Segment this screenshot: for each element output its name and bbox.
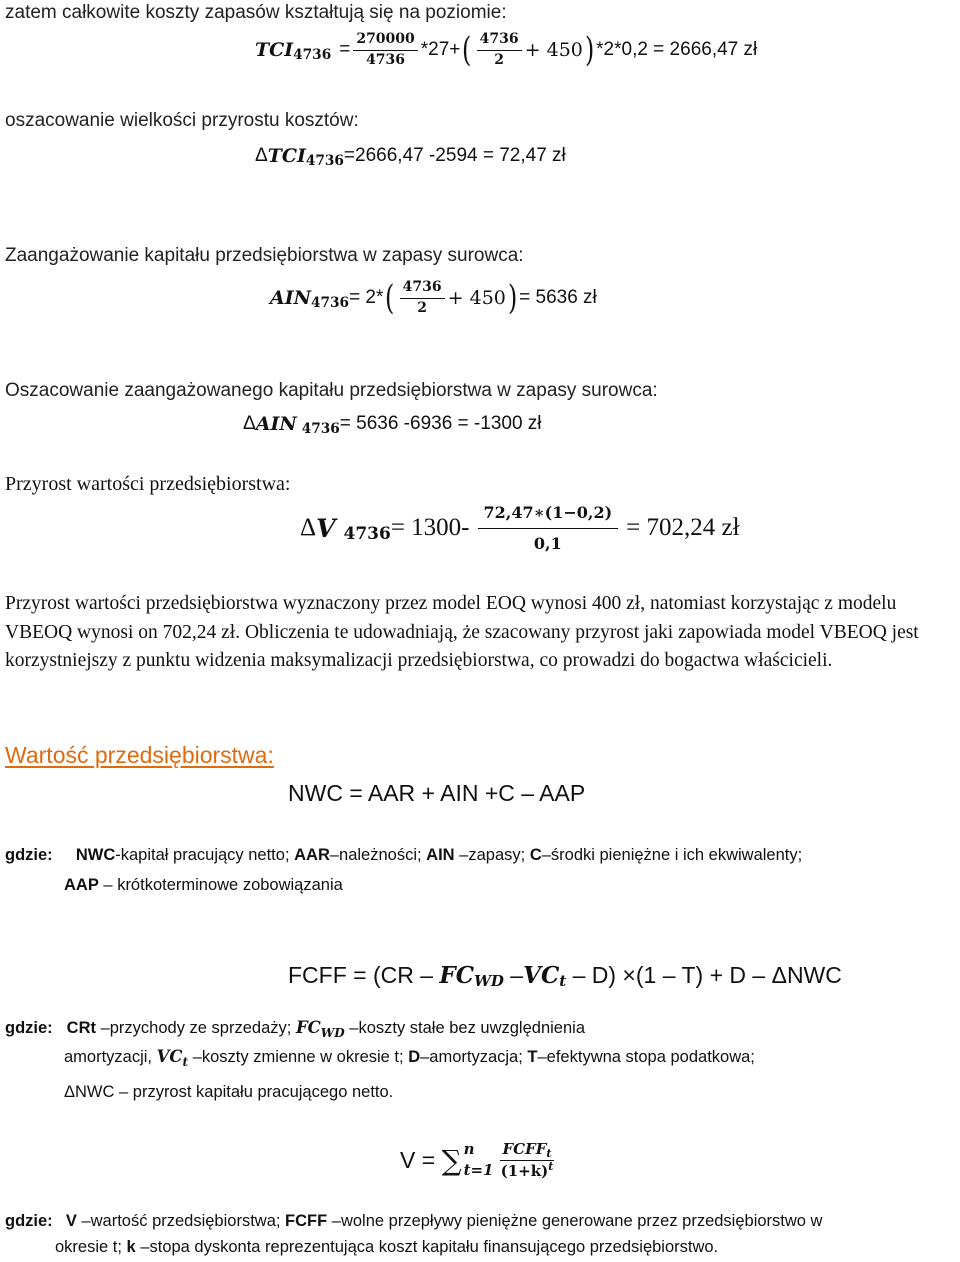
- v-lhs: V =: [400, 1146, 442, 1173]
- ain-subscript: 4736: [311, 294, 350, 311]
- d-term: D: [408, 1048, 421, 1066]
- equation-ain: [270, 272, 597, 324]
- discount-base: (1+k): [500, 1161, 549, 1180]
- tci-frac1-denominator: 4736: [366, 51, 406, 68]
- v-desc: –wartość przedsiębiorstwa;: [76, 1212, 286, 1230]
- intro-delta-ain: Oszacowanie zaangażowanego kapitału przedsiębiorstwa w zapasy surowca:: [5, 380, 658, 401]
- fcff-vc-subscript: t: [559, 971, 567, 990]
- okres-text: okresie t;: [55, 1238, 127, 1256]
- intro-delta-v: Przyrost wartości przedsiębiorstwa:: [5, 473, 291, 495]
- equation-delta-tci: [255, 142, 566, 170]
- fcff-dash: –: [503, 962, 524, 988]
- nwc-term: NWC: [75, 846, 116, 864]
- aap-term: AAP: [64, 876, 99, 894]
- ain-frac-denominator: 2: [417, 299, 428, 316]
- fcff-definition-line-1: [5, 1018, 585, 1041]
- tci-frac2-numerator: 4736: [477, 32, 522, 50]
- crt-term: CRt: [66, 1019, 96, 1037]
- tci-subscript: 4736: [293, 46, 332, 63]
- delta-v-frac-denominator: 0,1: [533, 533, 562, 553]
- fc-term: FC: [295, 1018, 321, 1037]
- tci-tail: *2*0,2 = 2666,47 zł: [596, 39, 758, 60]
- nwc-definition-line-1: [5, 846, 802, 865]
- fcff-end: – D) ×(1 – T) + D – ΔNWC: [566, 962, 842, 988]
- v-term: V: [65, 1212, 77, 1230]
- fcff-definition-line-2: [64, 1047, 755, 1070]
- aap-desc: – krótkoterminowe zobowiązania: [98, 876, 343, 894]
- fcff-term: FCFF: [285, 1212, 328, 1230]
- ain-fraction: [400, 280, 445, 316]
- equation-delta-v: [300, 498, 740, 558]
- d-desc: –amortyzacja;: [420, 1048, 528, 1066]
- section-heading: Wartość przedsiębiorstwa:: [5, 742, 274, 768]
- vc-term: VC: [156, 1047, 183, 1066]
- nwc-definition-line-2: [64, 876, 343, 895]
- v-definition-line-1: [5, 1212, 822, 1231]
- delta-tci-symbol: TCI: [267, 145, 306, 167]
- gdzie-label: gdzie:: [5, 1212, 53, 1230]
- delta-v-fraction: [478, 504, 619, 552]
- ain-right-paren: ): [507, 278, 518, 318]
- ain-desc: –zapasy;: [454, 846, 530, 864]
- intro-ain: Zaangażowanie kapitału przedsiębiorstwa w zapasy surowca:: [5, 245, 524, 266]
- ain-symbol: AIN: [270, 287, 311, 309]
- fcff-fc-subscript: WD: [474, 971, 504, 990]
- t-desc: –efektywna stopa podatkowa;: [537, 1048, 755, 1066]
- fcff-formula: [288, 962, 842, 989]
- c-term: C: [529, 846, 542, 864]
- t-term: T: [527, 1048, 538, 1066]
- tci-fraction-2: [477, 32, 522, 68]
- delta-v-mid: = 1300-: [390, 514, 470, 541]
- tci-mult: *27+: [420, 39, 461, 60]
- sum-upper: n: [463, 1140, 475, 1158]
- intro-tci: zatem całkowite koszty zapasów kształtują się na poziomie:: [5, 2, 507, 23]
- c-desc: –środki pieniężne i ich ekwiwalenty;: [541, 846, 803, 864]
- v-fraction: [500, 1141, 555, 1179]
- aar-desc: –należności;: [329, 846, 427, 864]
- delta-v-frac-numerator: 72,47∗(1−0,2): [478, 504, 619, 529]
- ain-tail: = 5636 zł: [519, 287, 597, 308]
- k-term: k: [126, 1238, 136, 1256]
- ain-plus-450: + 450: [447, 287, 506, 309]
- delta-v-subscript: 4736: [343, 523, 391, 544]
- gdzie-label: gdzie:: [5, 1019, 53, 1037]
- fcff-vc-symbol: VC: [523, 962, 560, 989]
- v-formula: [400, 1130, 557, 1190]
- sigma-symbol: ∑: [441, 1143, 462, 1177]
- amort-text: amortyzacji,: [64, 1048, 157, 1066]
- tci-symbol: TCI: [255, 39, 294, 61]
- delta-ain-subscript: 4736: [301, 420, 340, 437]
- v-definition-line-2: [55, 1238, 718, 1257]
- delta-ain-symbol: AIN: [255, 413, 297, 435]
- vc-subscript: t: [182, 1055, 189, 1070]
- tci-left-paren: (: [462, 30, 472, 70]
- tci-frac1-numerator: 270000: [353, 32, 417, 50]
- gdzie-label: gdzie:: [5, 846, 53, 864]
- nwc-desc: -kapitał pracujący netto;: [115, 846, 295, 864]
- tci-fraction-1: [353, 32, 417, 68]
- fcff-desc: –wolne przepływy pieniężne generowane przez przedsiębiorstwo w: [327, 1212, 823, 1230]
- v-frac-denominator: [501, 1161, 554, 1180]
- fc-subscript: WD: [320, 1026, 345, 1041]
- equation-delta-ain: [243, 410, 542, 438]
- v-frac-numerator: [500, 1141, 555, 1161]
- delta-ain-tail: = 5636 -6936 = -1300 zł: [339, 413, 542, 434]
- sum-lower: t=1: [463, 1161, 494, 1179]
- tci-right-paren: ): [584, 30, 595, 70]
- aar-term: AAR: [294, 846, 330, 864]
- fcff-start: FCFF = (CR –: [288, 962, 440, 988]
- fcff-label: FCFF: [502, 1140, 547, 1158]
- tci-plus-450: + 450: [524, 39, 583, 61]
- conclusion-paragraph: Przyrost wartości przedsiębiorstwa wyznaczony przez model EOQ wynosi 400 zł, natomiast korzystając z modelu VBEOQ wynosi on 702,24 zł. Obliczenia te udowadniają, że szacowany przyrost jaki zapowiada model VBEOQ jest korzystniejszy z punktu widzenia maksymalizacji przedsiębiorstwa, co prowadzi do bogactwa właścicieli.: [5, 593, 919, 671]
- discount-exponent: t: [548, 1159, 554, 1173]
- delta-symbol: Δ: [300, 514, 317, 541]
- delta-tci-subscript: 4736: [305, 152, 344, 169]
- fcff-fc-symbol: FC: [439, 962, 475, 989]
- ain-frac-numerator: 4736: [400, 280, 445, 298]
- equation-tci: [255, 24, 757, 76]
- tci-frac2-denominator: 2: [494, 51, 505, 68]
- fc-desc: –koszty stałe bez uwzględnienia: [344, 1019, 585, 1037]
- ain-left-paren: (: [385, 278, 395, 318]
- ain-mid: = 2*: [349, 287, 384, 308]
- fcff-definition-line-3: ΔNWC – przyrost kapitału pracującego netto.: [64, 1083, 394, 1101]
- crt-desc: –przychody ze sprzedaży;: [96, 1019, 296, 1037]
- delta-v-tail: = 702,24 zł: [626, 514, 740, 541]
- sum-limits: [464, 1142, 494, 1178]
- nwc-formula: NWC = AAR + AIN +C – AAP: [288, 780, 586, 806]
- vc-desc: –koszty zmienne w okresie t;: [188, 1048, 409, 1066]
- delta-symbol: Δ: [243, 413, 256, 434]
- tci-equals: =: [339, 39, 351, 60]
- delta-symbol: Δ: [255, 145, 268, 166]
- k-desc: –stopa dyskonta reprezentująca koszt kapitału finansującego przedsiębiorstwo.: [135, 1238, 719, 1256]
- ain-term: AIN: [426, 846, 455, 864]
- fcff-subscript: t: [546, 1147, 552, 1160]
- delta-tci-tail: =2666,47 -2594 = 72,47 zł: [343, 145, 566, 166]
- intro-delta-tci: oszacowanie wielkości przyrostu kosztów:: [5, 110, 359, 131]
- delta-v-symbol: V: [316, 513, 336, 543]
